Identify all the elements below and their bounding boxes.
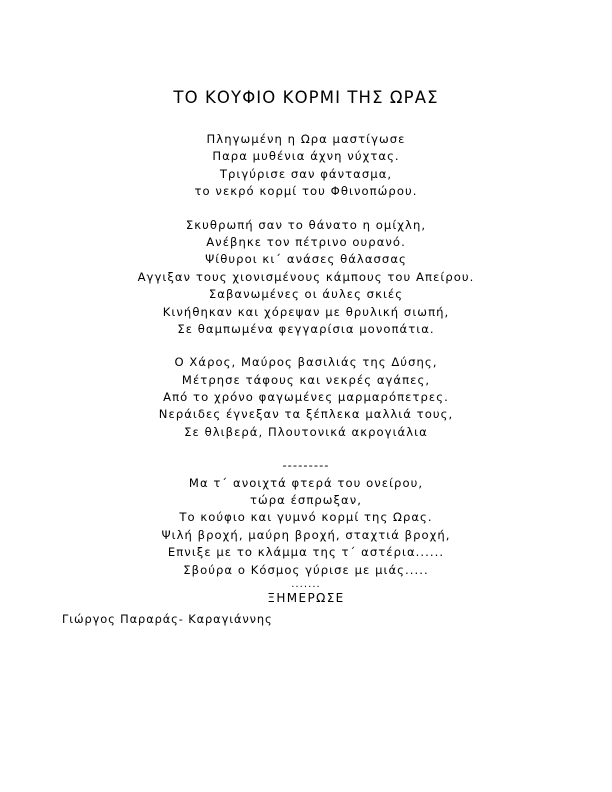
poem-line: Σε θλιβερά, Πλουτονικά ακρογιάλια [184, 424, 428, 439]
poem-line: Μα τ΄ ανοιχτά φτερά του ονείρου, [188, 475, 424, 490]
poem-line: Σβούρα ο Κόσμος γύρισε με μιάς..... [183, 562, 429, 577]
poem-line: Ο Χάρος, Μαύρος βασιλιάς της Δύσης, [174, 355, 438, 370]
poem-line: Τριγύρισε σαν φάντασμα, [219, 166, 393, 181]
poem-ending-word: ΞΗΜΕΡΩΣΕ [267, 590, 345, 605]
poem-line: Πληγωμένη η Ωρα μαστίγωσε [206, 132, 406, 146]
ellipsis-dots: ....... [291, 578, 321, 590]
poem-line: Αγγιξαν τους χιονισμένους κάμπους του Απείρου. [137, 269, 475, 284]
poem-line: Ψίθυροι κι΄ ανάσες θάλασσας [205, 252, 407, 267]
poem-line: Ανέβηκε τον πέτρινο ουρανό. [206, 234, 406, 249]
poem-line: Επνιξε με το κλάμμα της τ΄ αστέρια...... [167, 545, 445, 560]
poem-line: το νεκρό κορμί του Φθινοπώρου. [194, 184, 418, 199]
stanza-3 [0, 354, 612, 441]
poem-line: Σε θαμπωμένα φεγγαρίσια μονοπάτια. [177, 321, 435, 336]
stanza-separator: --------- [282, 458, 330, 473]
poem-line: Από το χρόνο φαγωμένες μαρμαρόπετρες. [163, 390, 449, 405]
poem-line: Νεράιδες έγνεξαν τα ξέπλεκα μαλλιά τους, [158, 407, 454, 422]
poem-line: τώρα έσπρωξαν, [249, 493, 362, 508]
poem-line: Κινήθηκαν και χόρεψαν με θρυλική σιωπή, [162, 304, 450, 319]
stanza-2 [0, 217, 612, 339]
stanza-4 [0, 457, 612, 607]
poem-line: Ψιλή βροχή, μαύρη βροχή, σταχτιά βροχή, [161, 527, 451, 542]
poem-line: Μέτρησε τάφους και νεκρές αγάπες, [181, 372, 431, 387]
stanza-1 [0, 131, 612, 201]
poem-title: ΤΟ ΚΟΥΦΙΟ ΚΟΡΜΙ ΤΗΣ ΩΡΑΣ [173, 88, 439, 107]
poem-line: Παρα μυθένια άχνη νύχτας. [212, 149, 400, 164]
poem-line: Το κούφιο και γυμνό κορμί της Ωρας. [179, 510, 433, 525]
author-name: Γιώργος Παραράς- Καραγιάννης [62, 612, 273, 626]
poem-body [0, 131, 612, 623]
poem-line: Σκυθρωπή σαν το θάνατο η ομίχλη, [185, 217, 427, 232]
poem-line: Σαβανωμένες οι άυλες σκιές [208, 287, 404, 302]
